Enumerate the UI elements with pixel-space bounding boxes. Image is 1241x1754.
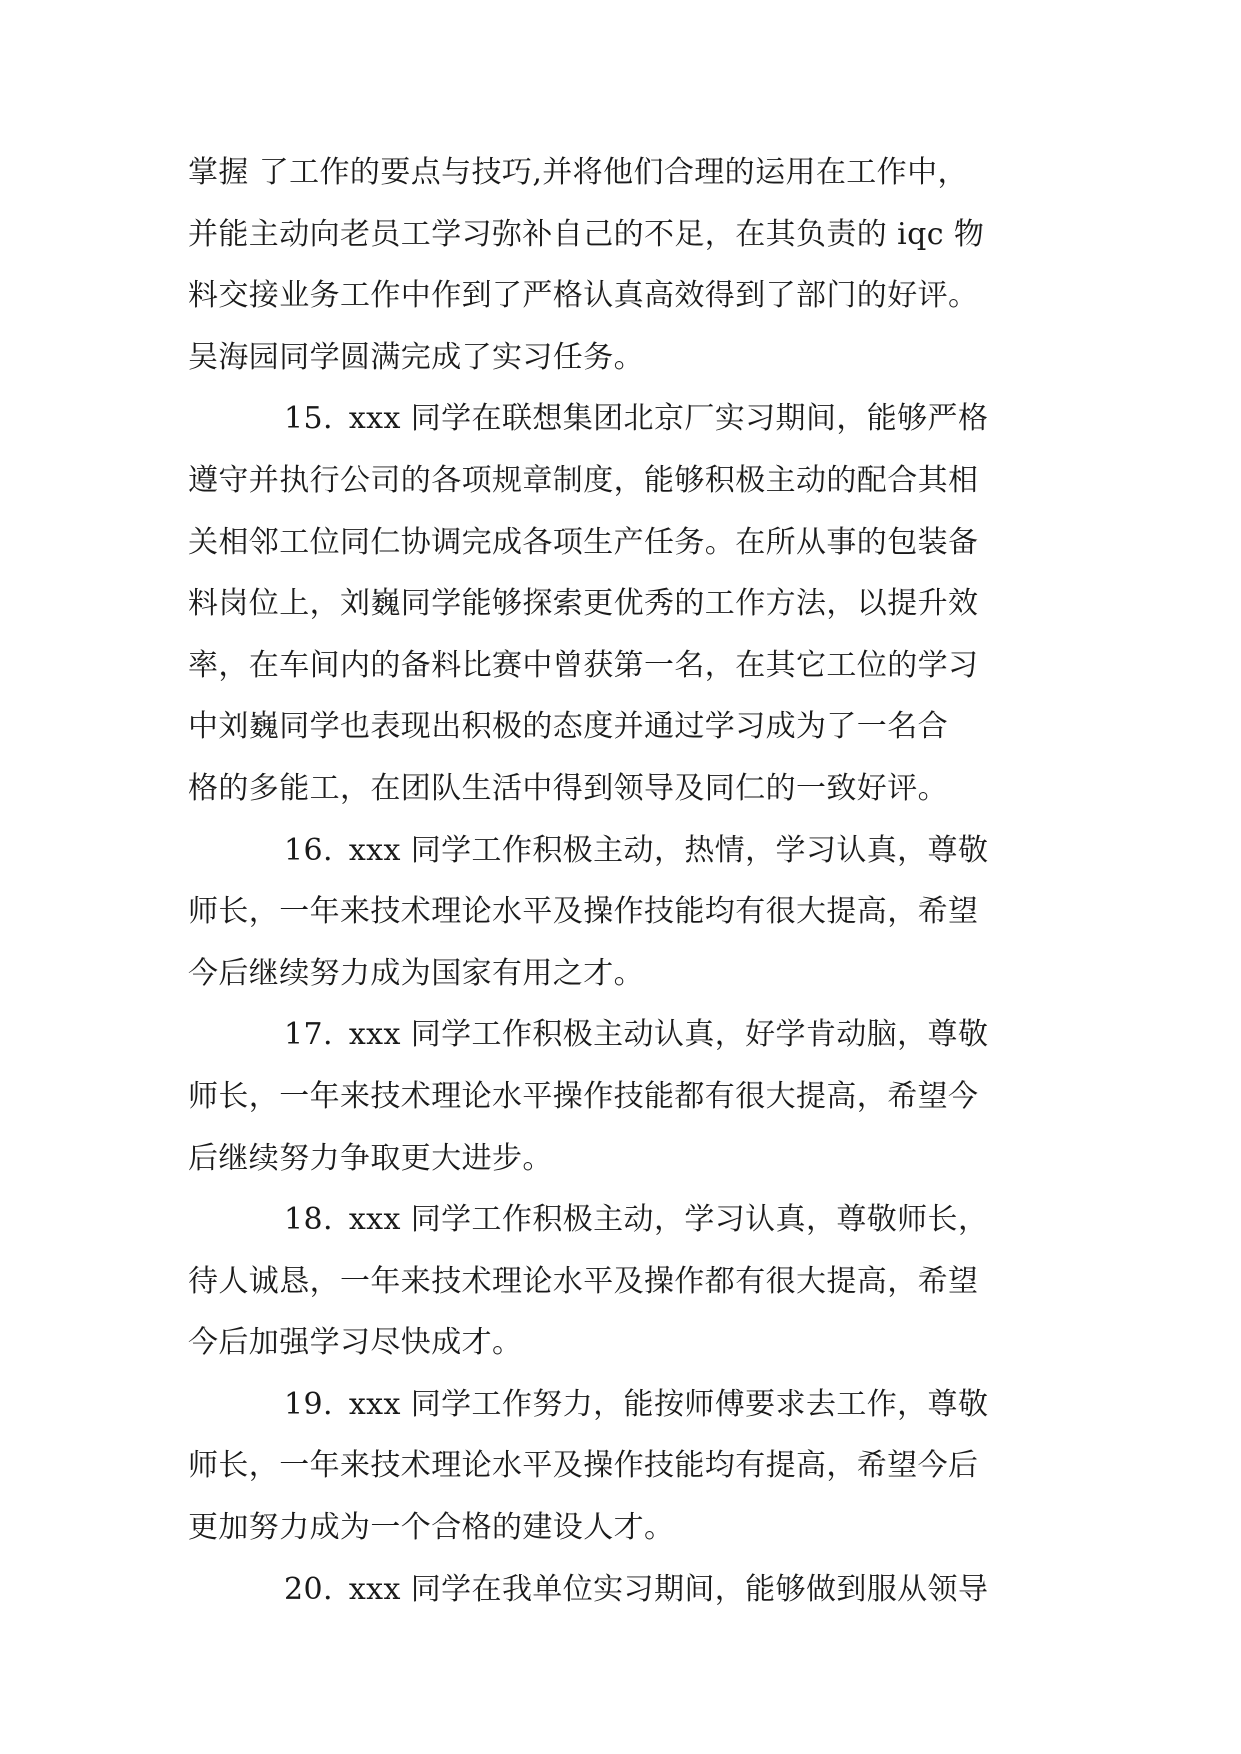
line-text: 料岗位上，刘巍同学能够探索更优秀的工作方法，以提升效 bbox=[188, 586, 979, 622]
paragraph-first-line bbox=[188, 1189, 1056, 1251]
line-text: xxx 同学在联想集团北京厂实习期间，能够严格 bbox=[348, 401, 989, 437]
paragraph-first-line bbox=[188, 1559, 1056, 1621]
text-line bbox=[188, 881, 1056, 943]
text-line bbox=[188, 512, 1056, 574]
line-text: xxx 同学工作积极主动，热情，学习认真，尊敬 bbox=[348, 832, 989, 868]
line-text: 率，在车间内的备料比赛中曾获第一名，在其它工位的学习 bbox=[188, 647, 979, 683]
line-text: 掌握 了工作的要点与技巧,并将他们合理的运用在工作中， bbox=[188, 155, 968, 190]
line-text: 关相邻工位同仁协调完成各项生产任务。在所从事的包装备 bbox=[188, 524, 979, 560]
line-text: 中刘巍同学也表现出积极的态度并通过学习成为了一名合 bbox=[188, 709, 948, 745]
line-text: 师长，一年来技术理论水平及操作技能均有提高，希望今后 bbox=[188, 1448, 979, 1484]
line-text: 遵守并执行公司的各项规章制度，能够积极主动的配合其相 bbox=[188, 462, 979, 498]
line-text: xxx 同学工作努力，能按师傅要求去工作，尊敬 bbox=[348, 1386, 989, 1422]
text-line bbox=[188, 758, 1056, 820]
item-number: 16. bbox=[284, 832, 333, 868]
line-text: 师长，一年来技术理论水平及操作技能均有很大提高，希望 bbox=[188, 894, 979, 930]
paragraph-first-line bbox=[188, 1374, 1056, 1436]
line-text: 今后继续努力成为国家有用之才。 bbox=[188, 955, 644, 991]
line-text: 料交接业务工作中作到了严格认真高效得到了部门的好评。 bbox=[188, 278, 979, 314]
text-line bbox=[188, 1312, 1056, 1374]
text-line bbox=[188, 142, 1056, 204]
text-line bbox=[188, 573, 1056, 635]
paragraph-first-line bbox=[188, 820, 1056, 882]
line-text: 待人诚恳，一年来技术理论水平及操作都有很大提高，希望 bbox=[188, 1263, 979, 1299]
text-line bbox=[188, 450, 1056, 512]
text-line bbox=[188, 204, 1056, 266]
text-line bbox=[188, 327, 1056, 389]
paragraph-first-line bbox=[188, 388, 1056, 450]
text-line bbox=[188, 265, 1056, 327]
line-text: 师长，一年来技术理论水平操作技能都有很大提高，希望今 bbox=[188, 1078, 979, 1114]
item-number: 18. bbox=[284, 1202, 333, 1238]
item-number: 17. bbox=[284, 1017, 333, 1053]
text-line bbox=[188, 1128, 1056, 1190]
line-text: 后继续努力争取更大进步。 bbox=[188, 1140, 553, 1176]
line-text: 并能主动向老员工学习弥补自己的不足，在其负责的 iqc 物 bbox=[188, 216, 985, 252]
text-line bbox=[188, 1497, 1056, 1559]
text-line bbox=[188, 635, 1056, 697]
text-line bbox=[188, 1435, 1056, 1497]
text-line bbox=[188, 1066, 1056, 1128]
item-number: 19. bbox=[284, 1386, 333, 1422]
text-line bbox=[188, 943, 1056, 1005]
line-text: 吴海园同学圆满完成了实习任务。 bbox=[188, 339, 644, 375]
line-text: xxx 同学工作积极主动认真，好学肯动脑，尊敬 bbox=[348, 1017, 989, 1053]
text-line bbox=[188, 1251, 1056, 1313]
line-text: xxx 同学在我单位实习期间，能够做到服从领导 bbox=[348, 1571, 989, 1607]
item-number: 15. bbox=[284, 401, 333, 437]
item-number: 20. bbox=[284, 1571, 333, 1607]
text-line bbox=[188, 696, 1056, 758]
line-text: 格的多能工，在团队生活中得到领导及同仁的一致好评。 bbox=[188, 770, 948, 806]
document-body bbox=[188, 142, 1056, 1620]
paragraph-first-line bbox=[188, 1004, 1056, 1066]
line-text: xxx 同学工作积极主动，学习认真，尊敬师长， bbox=[348, 1202, 989, 1238]
line-text: 更加努力成为一个合格的建设人才。 bbox=[188, 1510, 675, 1546]
line-text: 今后加强学习尽快成才。 bbox=[188, 1325, 523, 1361]
